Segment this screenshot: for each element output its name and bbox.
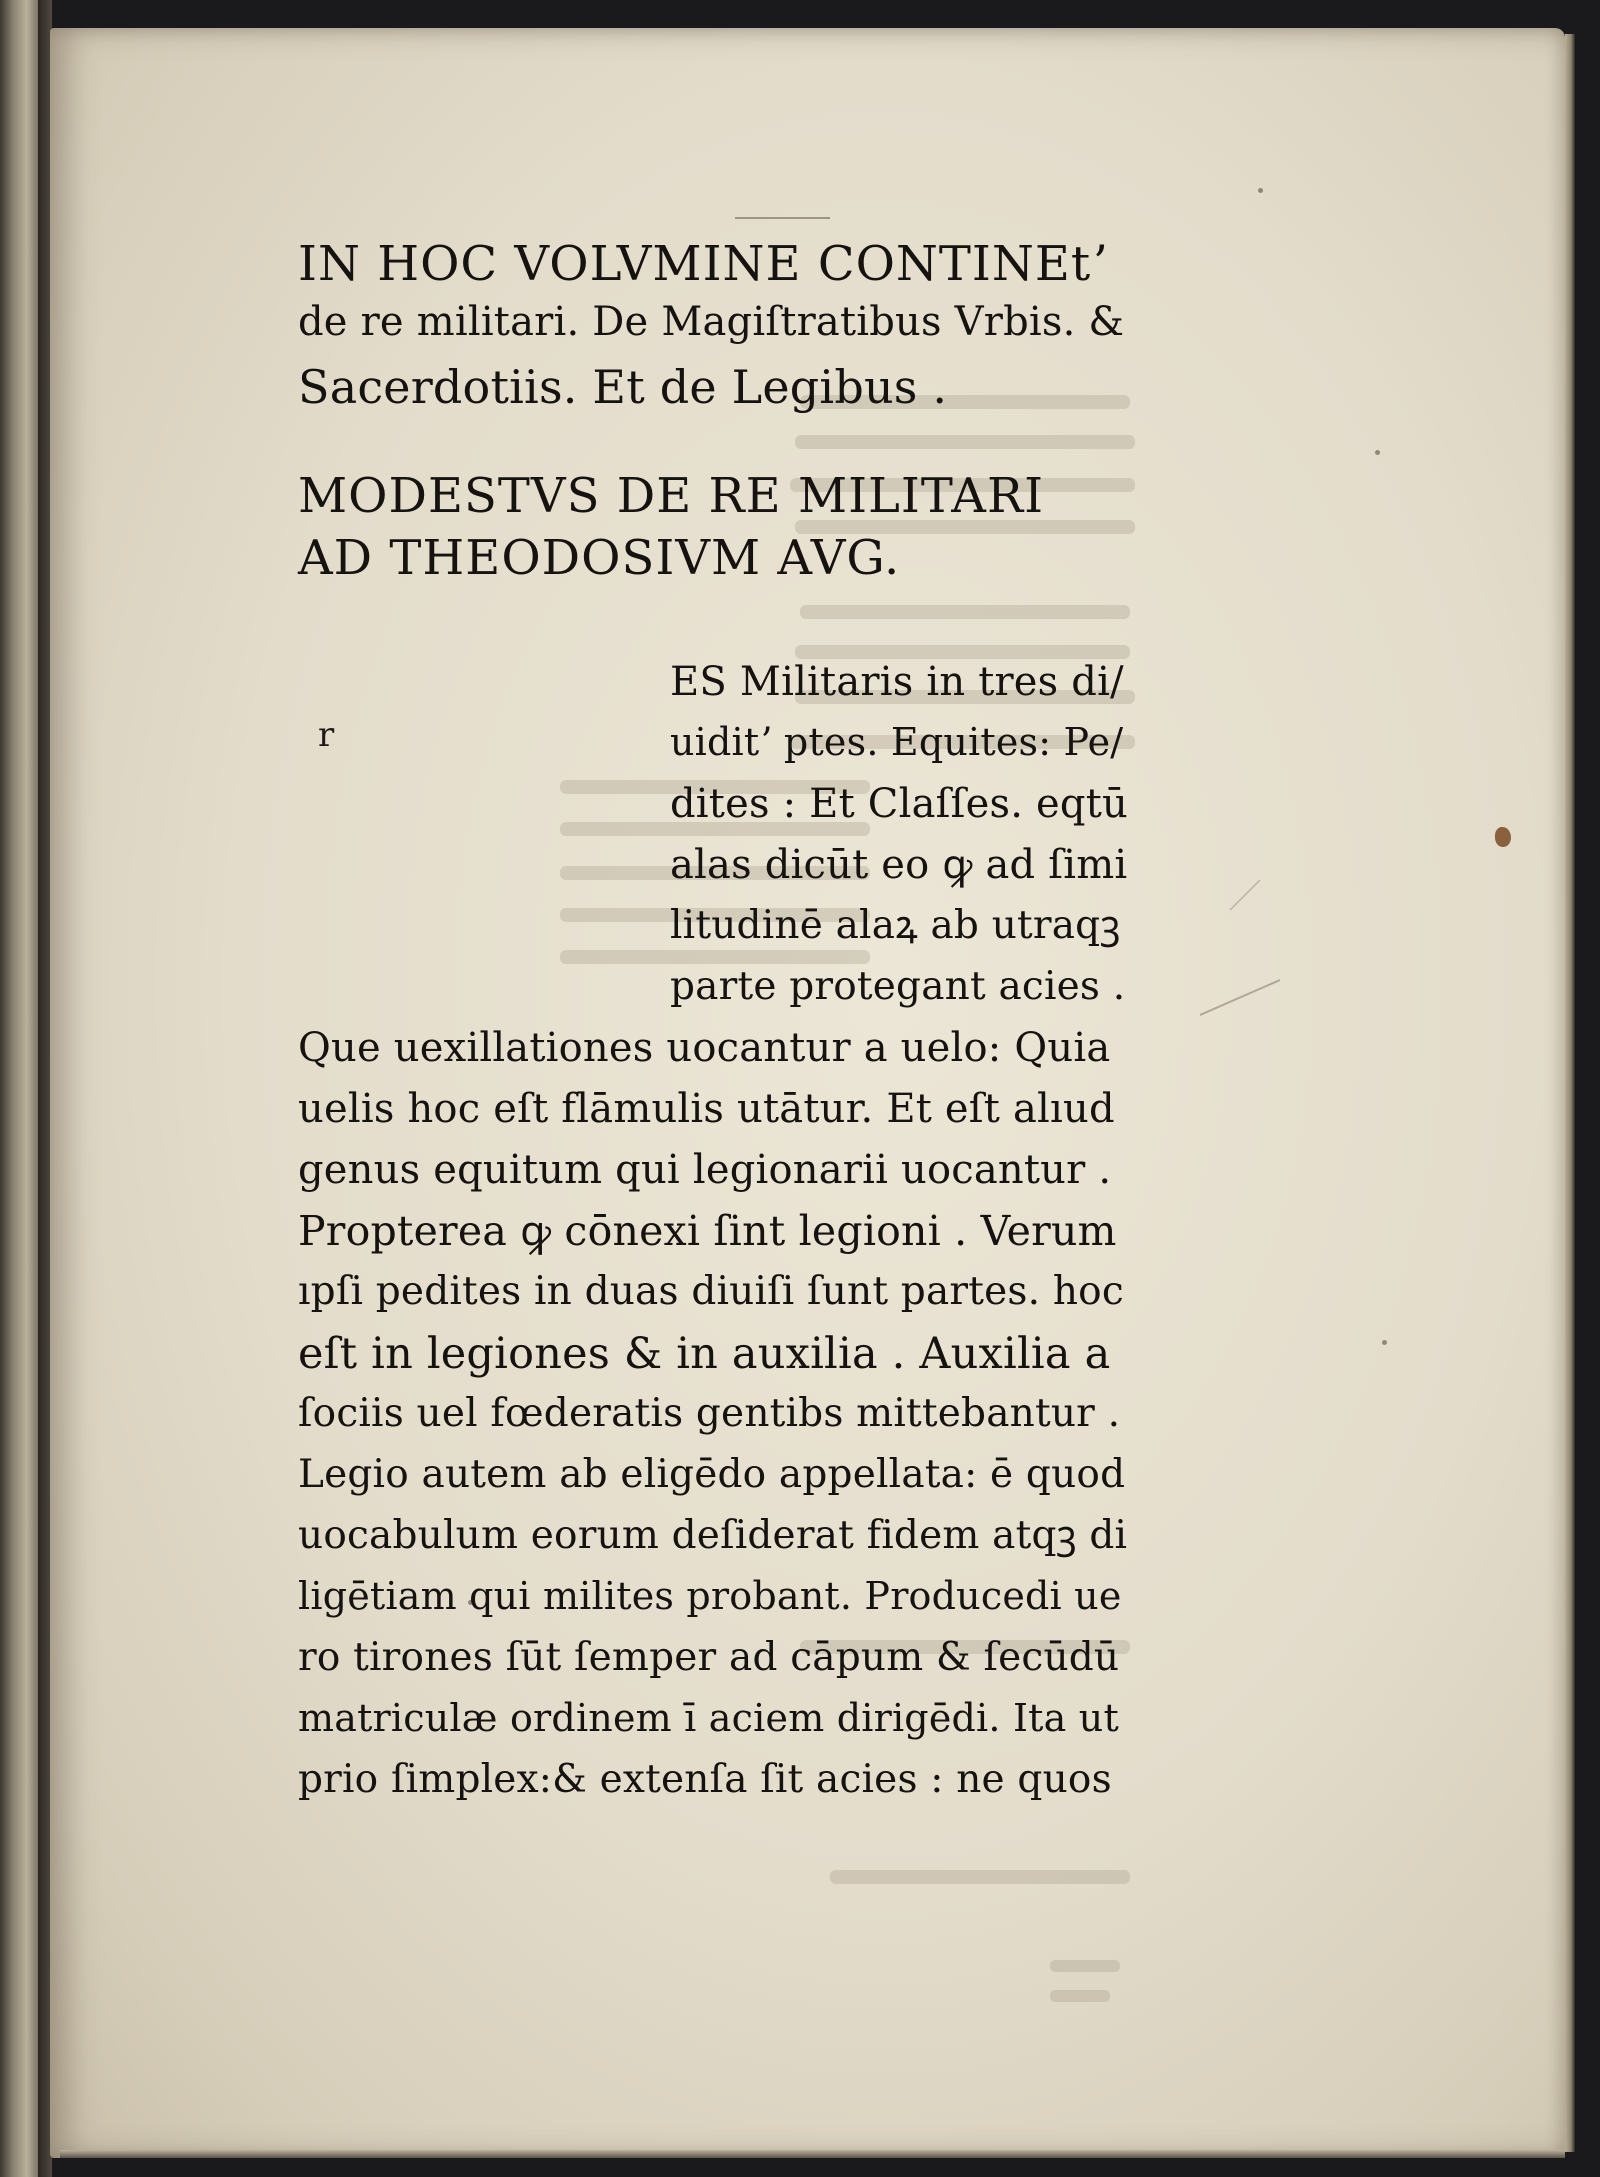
indented-line-1: ES Militaris in tres di/ bbox=[670, 659, 1124, 705]
body-line-1: Que uexillationes uocantur a uelo: Quia bbox=[298, 1025, 1111, 1071]
indented-line-2: uiditʼ ptes. Equites: Pe/ bbox=[670, 720, 1124, 764]
guide-letter: r bbox=[318, 715, 335, 755]
title-line-1: MODESTVS DE RE MILITARI bbox=[298, 468, 1045, 524]
body-line-7: ſociis uel fœderatis gentibs mittebantur . bbox=[298, 1391, 1121, 1436]
heading-line-1: IN HOC VOLVMINE CONTINEtʼ bbox=[298, 236, 1108, 292]
body-line-2: uelis hoc eſt flāmulis utātur. Et eſt alıud bbox=[298, 1086, 1115, 1132]
body-line-11: ro tirones ſūt ſemper ad cāpum & ſecūdū bbox=[298, 1635, 1120, 1680]
header-rule bbox=[735, 217, 830, 219]
indented-line-6: parte protegant acies . bbox=[670, 964, 1126, 1009]
body-line-12: matriculæ ordinem ī aciem dirigēdi. Ita ut bbox=[298, 1696, 1119, 1740]
ink-stain bbox=[1495, 827, 1511, 847]
speck bbox=[1258, 188, 1263, 193]
indented-line-4: alas dicūt eo ꝙ ad ſimi bbox=[670, 842, 1128, 888]
speck bbox=[1375, 450, 1380, 455]
body-line-13: prio ſimplex:& extenſa ſit acies : ne quos bbox=[298, 1757, 1112, 1802]
body-line-8: Legio autem ab eligēdo appellata: ē quod bbox=[298, 1452, 1126, 1497]
heading-line-2: de re militari. De Magiſtratibus Vrbis. & bbox=[298, 299, 1125, 345]
indented-line-5: litudinē alaꝝ ab utraqꝫ bbox=[670, 903, 1121, 948]
heading-line-3: Sacerdotiis. Et de Legibus . bbox=[298, 360, 948, 414]
body-line-6: eſt in legiones & in auxilia . Auxilia a bbox=[298, 1329, 1111, 1379]
body-line-9: uocabulum eorum deſiderat fidem atqꝫ di bbox=[298, 1513, 1128, 1558]
body-line-3: genus equitum qui legionarii uocantur . bbox=[298, 1147, 1112, 1193]
indented-line-3: dites : Et Claſſes. eqtū bbox=[670, 781, 1128, 827]
body-line-4: Propterea ꝙ cōnexi ſint legioni . Verum bbox=[298, 1207, 1117, 1255]
body-line-10: ligētiam qui milites probant. Producedi ue bbox=[298, 1574, 1122, 1618]
speck bbox=[1382, 1340, 1387, 1345]
body-line-5: ıpſi pedites in duas diuiſi ſunt partes. hoc bbox=[298, 1269, 1124, 1314]
title-line-2: AD THEODOSIVM AVG. bbox=[298, 530, 901, 586]
